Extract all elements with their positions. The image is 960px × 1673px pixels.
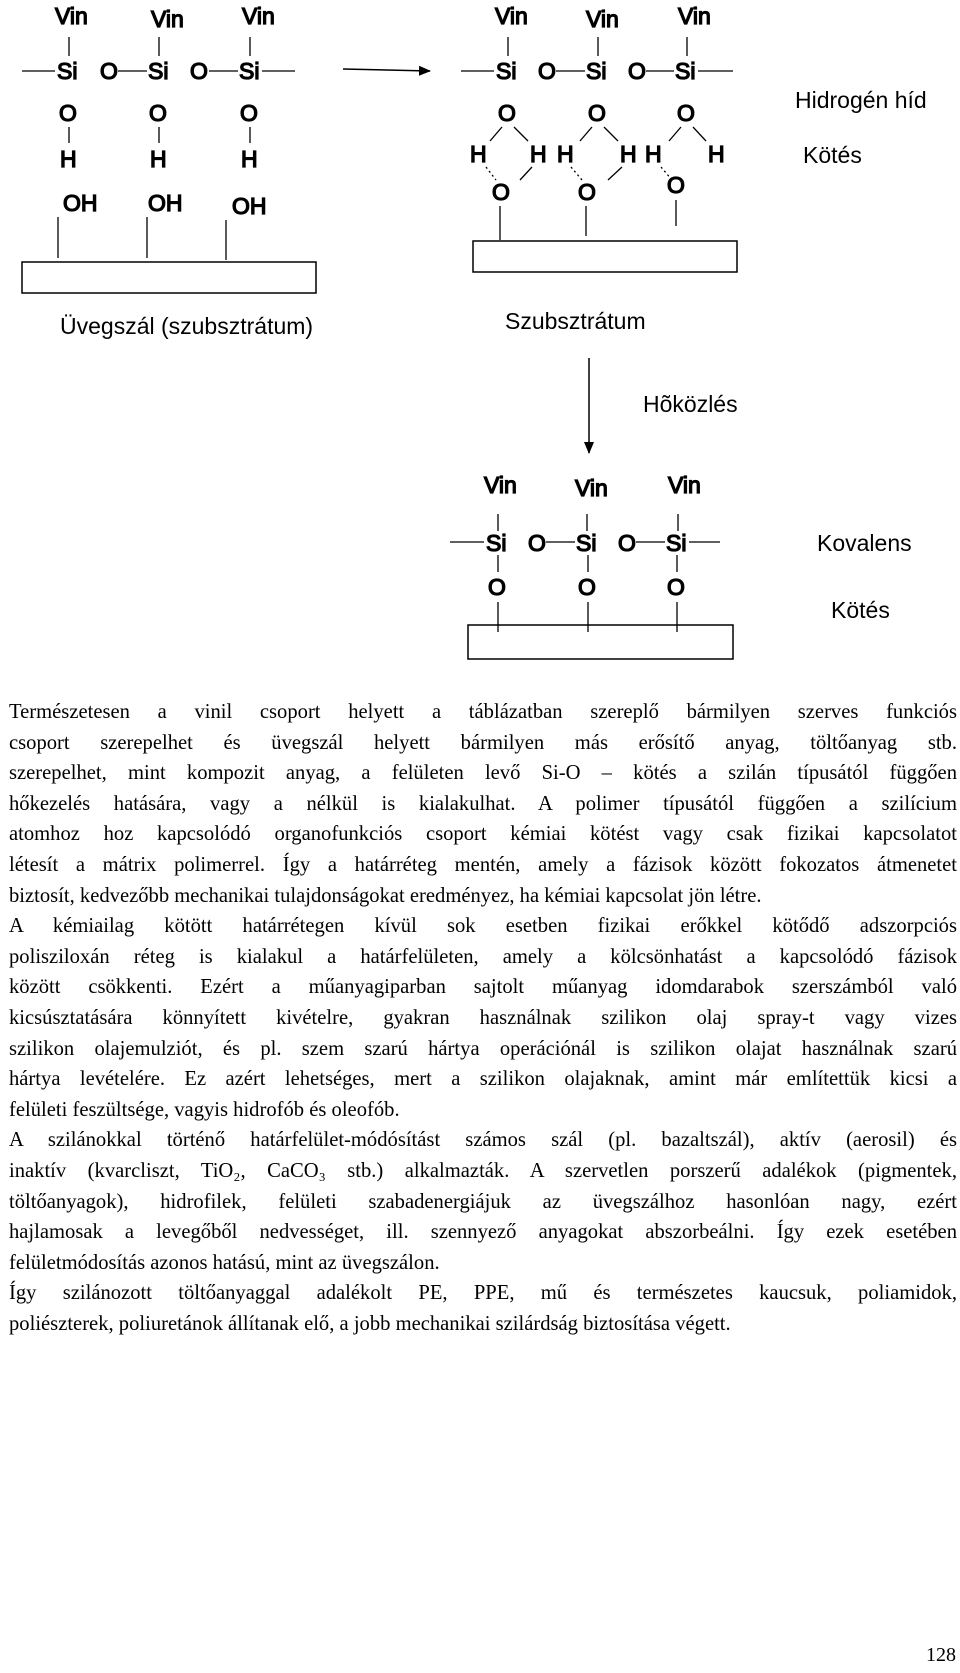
text-line: csoport szerepelhet és üvegszál helyett bármilyen más erősítő anyag, töltőanyag stb. (9, 731, 957, 754)
o-atom: O (149, 100, 167, 126)
paragraph (9, 1278, 957, 1339)
text-line: szilikon olajemulziót, és pl. szem szarú hártya operációnál is szilikon olajat használnak szarú (9, 1037, 957, 1060)
text-line: A kémiailag kötött határrétegen kívül sok esetben fizikai erőkkel kötődő adszorpciós (9, 915, 957, 938)
vin-label: Vin (575, 475, 608, 501)
si-atom: Si (496, 58, 517, 84)
o-atom: O (618, 530, 636, 556)
vin-label: Vin (151, 6, 184, 32)
bottom-substrate (468, 625, 733, 659)
text-line: inaktív (kvarcliszt, TiO₂, CaCO₃ stb.) alkalmazták. A szervetlen porszerű adalékok (pigmentek, (9, 1159, 957, 1182)
o-atom: O (190, 58, 208, 84)
h-atom: H (645, 141, 662, 167)
silane-coupling-diagram (0, 0, 960, 660)
hydrogen-bond-label-2: Kötés (803, 142, 862, 168)
text-line: felületmódosítás azonos hatású, mint az üvegszálon. (9, 1251, 440, 1274)
paragraph (9, 1125, 957, 1278)
si-atom: Si (486, 530, 507, 556)
o-atom: O (100, 58, 118, 84)
text-line: szerepelhet, mint kompozit anyag, a felületen levő Si-O – kötés a szilán típusától függően (9, 762, 957, 785)
left-silanol-structure (22, 3, 295, 260)
text-line: hártya levételére. Ez azért lehetséges, mert a szilikon olajaknak, amint már említettük kicsi a (9, 1068, 957, 1091)
si-atom: Si (675, 58, 696, 84)
h-atom: H (620, 141, 637, 167)
left-substrate (22, 262, 316, 293)
hydrogen-bonded-structure (461, 3, 733, 240)
paragraph (9, 911, 957, 1125)
text-line: hajlamosak a levegőből nedvességet, ill. szennyező anyagokat abszorbeálni. Így ezek esetében (9, 1221, 957, 1244)
o-atom: O (578, 179, 596, 205)
heat-label: Hõközlés (643, 391, 738, 417)
si-atom: Si (148, 58, 169, 84)
h-atom: H (708, 141, 725, 167)
si-atom: Si (666, 530, 687, 556)
o-atom: O (528, 530, 546, 556)
o-atom: O (59, 100, 77, 126)
si-atom: Si (586, 58, 607, 84)
h-atom: H (557, 141, 574, 167)
vin-label: Vin (55, 3, 88, 29)
paragraph (9, 697, 957, 911)
body-text (9, 697, 957, 1339)
text-line: hőkezelés hatására, vagy a nélkül is kialakulhat. A polimer típusától függően a szilícium (9, 792, 957, 815)
vin-label: Vin (586, 6, 619, 32)
o-atom: O (628, 58, 646, 84)
vin-label: Vin (495, 3, 528, 29)
left-substrate-label: Üvegszál (szubsztrátum) (60, 313, 314, 339)
si-atom: Si (57, 58, 78, 84)
h-atom: H (530, 141, 547, 167)
h-atom: H (60, 146, 77, 172)
h-atom: H (241, 146, 258, 172)
o-atom: O (578, 574, 596, 600)
h-atom: H (470, 141, 487, 167)
vin-label: Vin (678, 3, 711, 29)
o-atom: O (498, 100, 516, 126)
text-line: töltőanyagok), hidrofilek, felületi szabadenergiájuk az üvegszálhoz hasonlóan nagy, ezért (9, 1190, 957, 1213)
covalent-label: Kovalens (817, 530, 912, 556)
text-line: A szilánokkal történő határfelület-módósítást számos szál (pl. bazaltszál), aktív (aerosil) és (9, 1129, 957, 1152)
text-line: kicsúsztatására könnyített kivételre, gyakran használnak szilikon olaj spray-t vagy vizes (9, 1006, 957, 1029)
text-line: atomhoz hoz kapcsolódó organofunkciós csoport kémiai kötést vagy csak fizikai kapcsolatot (9, 823, 957, 846)
page-number: 128 (926, 1644, 956, 1666)
covalent-bonded-structure (450, 472, 720, 632)
text-line: között csökkenti. Ezért a műanyagiparban sajtolt műanyag idomdarabok szerszámból való (9, 976, 957, 999)
o-atom: O (240, 100, 258, 126)
h-atom: H (150, 146, 167, 172)
text-line: létesít a mátrix polimerrel. Így a határréteg mentén, amely a fázisok között fokozatos átmenetet (9, 853, 957, 876)
o-atom: O (667, 172, 685, 198)
si-atom: Si (239, 58, 260, 84)
right-substrate-label: Szubsztrátum (505, 308, 646, 334)
oh-group: OH (148, 190, 183, 216)
text-line: felületi feszültsége, vagyis hidrofób és oleofób. (9, 1098, 400, 1121)
vin-label: Vin (484, 472, 517, 498)
hydrogen-bond-label: Hidrogén híd (795, 87, 927, 113)
covalent-label-2: Kötés (831, 597, 890, 623)
reaction-arrow (343, 69, 430, 71)
o-atom: O (492, 179, 510, 205)
text-line: Így szilánozott töltőanyaggal adalékolt PE, PPE, mű és természetes kaucsuk, poliamidok, (9, 1282, 957, 1305)
text-line: poliészterek, poliuretánok állítanak elő, a jobb mechanikai szilárdság biztosítása végett. (9, 1312, 731, 1335)
o-atom: O (667, 574, 685, 600)
o-atom: O (538, 58, 556, 84)
oh-group: OH (232, 193, 267, 219)
right-substrate (473, 241, 737, 272)
o-atom: O (488, 574, 506, 600)
o-atom: O (677, 100, 695, 126)
vin-label: Vin (668, 472, 701, 498)
o-atom: O (588, 100, 606, 126)
si-atom: Si (576, 530, 597, 556)
vin-label: Vin (242, 3, 275, 29)
text-line: Természetesen a vinil csoport helyett a táblázatban szereplő bármilyen szerves funkciós (9, 701, 957, 723)
text-line: polisziloxán réteg is kialakul a határfelületen, amely a kölcsönhatást a kapcsolódó fázisok (9, 945, 957, 968)
text-line: biztosít, kedvezőbb mechanikai tulajdonságokat eredményez, ha kémiai kapcsolat jön létre. (9, 884, 762, 907)
oh-group: OH (63, 190, 98, 216)
